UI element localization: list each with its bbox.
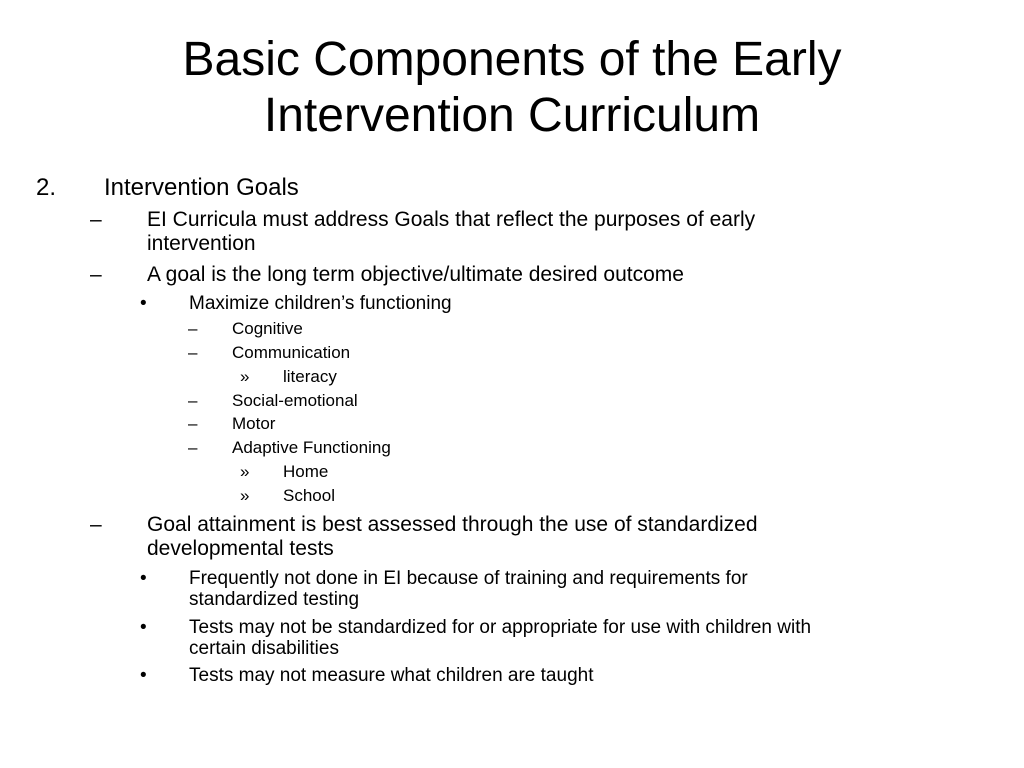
list-item-tests-standardized-line1: Tests may not be standardized for or appropriate for use with children with: [189, 617, 812, 638]
list-item-social-emotional: Social-emotional: [232, 391, 358, 410]
list-item-motor: Motor: [232, 414, 276, 433]
list-item-ei-curricula-line2: intervention: [147, 232, 256, 255]
list-item-home: Home: [283, 462, 329, 481]
list-item-cognitive: Cognitive: [232, 319, 303, 338]
list-item-tests-standardized-line2: certain disabilities: [189, 638, 339, 659]
list-item-tests-measure: Tests may not measure what children are taught: [189, 665, 594, 686]
dash-bullet: –: [90, 263, 102, 286]
section-number: 2.: [36, 174, 57, 201]
raquo-bullet: »: [240, 367, 250, 386]
dot-bullet: •: [140, 665, 147, 686]
slide-title: [0, 32, 1024, 144]
list-item-frequently-line2: standardized testing: [189, 589, 360, 610]
dash-bullet: –: [188, 319, 198, 338]
title-line-1: Basic Components of the Early: [182, 33, 842, 86]
list-item-maximize: Maximize children’s functioning: [189, 293, 452, 314]
list-item-school: School: [283, 486, 335, 505]
dash-bullet: –: [90, 513, 102, 536]
title-line-2: Intervention Curriculum: [263, 89, 761, 142]
list-item-frequently-line1: Frequently not done in EI because of training and requirements for: [189, 568, 748, 589]
dot-bullet: •: [140, 293, 147, 314]
list-item-ei-curricula-line1: EI Curricula must address Goals that reflect the purposes of early: [147, 208, 756, 231]
list-item-communication: Communication: [232, 343, 351, 362]
dash-bullet: –: [188, 391, 198, 410]
dot-bullet: •: [140, 568, 147, 589]
raquo-bullet: »: [240, 486, 250, 505]
section-heading: Intervention Goals: [104, 174, 299, 201]
dash-bullet: –: [188, 343, 198, 362]
list-item-goal-attainment-line2: developmental tests: [147, 537, 334, 560]
dash-bullet: –: [188, 438, 198, 457]
list-item-goal-definition: A goal is the long term objective/ultimate desired outcome: [147, 263, 684, 286]
list-item-literacy: literacy: [283, 367, 337, 386]
dash-bullet: –: [188, 414, 198, 433]
list-item-adaptive-functioning: Adaptive Functioning: [232, 438, 391, 457]
raquo-bullet: »: [240, 462, 250, 481]
list-item-goal-attainment-line1: Goal attainment is best assessed through the use of standardized: [147, 513, 758, 536]
dash-bullet: –: [90, 208, 102, 231]
dot-bullet: •: [140, 617, 147, 638]
